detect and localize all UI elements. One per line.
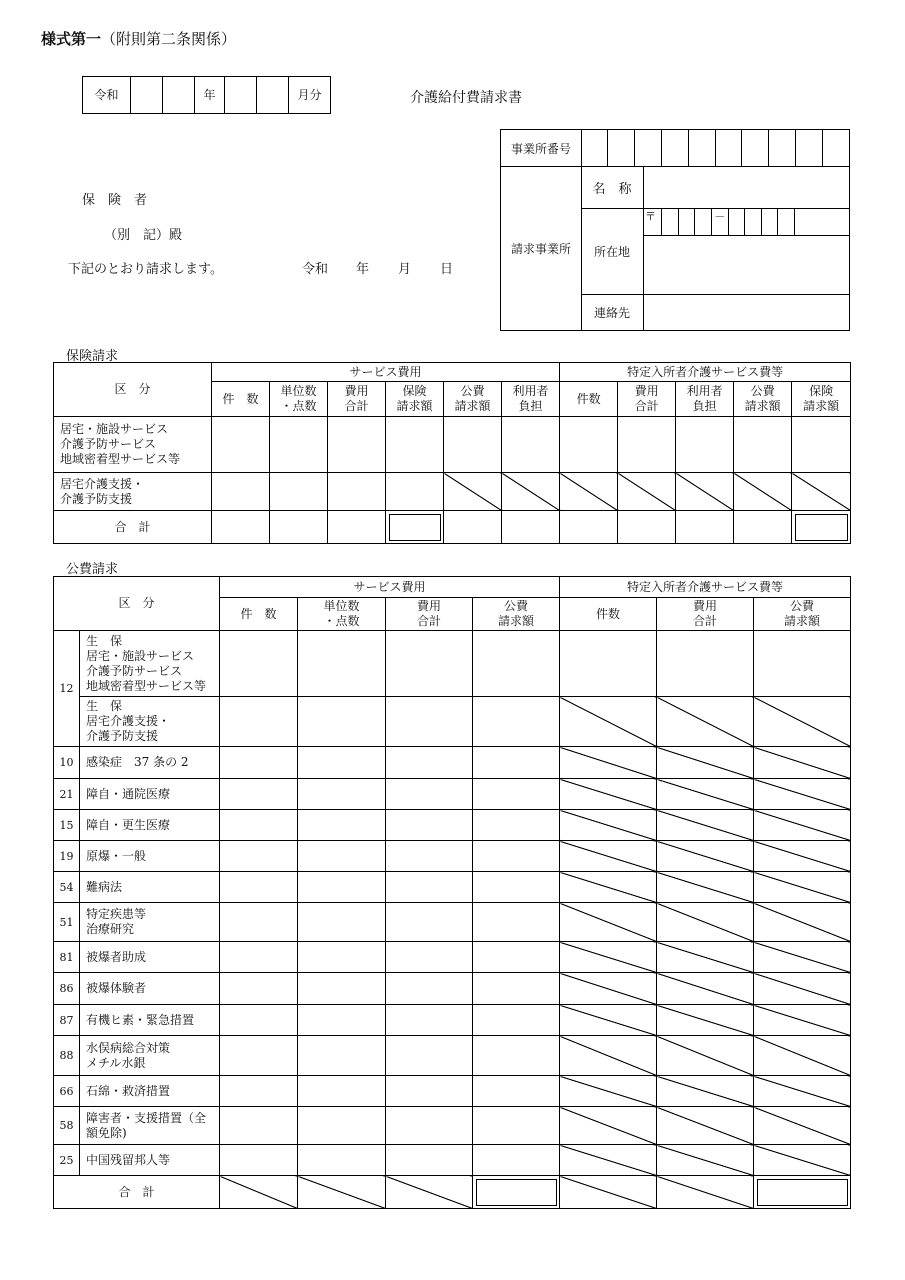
pub-row-code: 54: [54, 872, 80, 903]
ins-row-label: 居宅介護支援・ 介護予防支援: [54, 473, 212, 511]
pub-row-label: 難病法: [80, 872, 220, 903]
pub-col-count: 件 数: [220, 598, 298, 631]
public-section-label: 公費請求: [66, 562, 119, 577]
public-table: [53, 576, 851, 1209]
contact-field[interactable]: [643, 294, 849, 330]
office-name-label: 名 称: [581, 166, 644, 209]
request-line: 下記のとおり請求します。: [68, 262, 223, 277]
pub-col2-cost: 費用 合計: [657, 598, 754, 631]
contact-label: 連絡先: [581, 294, 644, 330]
pub-row-code: 66: [54, 1076, 80, 1107]
request-year: 年: [356, 262, 370, 277]
insurance-table: [53, 362, 851, 544]
year-label: 年: [195, 77, 225, 114]
pub-col-cost: 費用 合計: [386, 598, 473, 631]
ins-col2-count: 件数: [560, 382, 618, 417]
address-label: 所在地: [581, 208, 644, 295]
pub-row-code: 51: [54, 903, 80, 942]
public-service-cost-header: サービス費用: [220, 577, 560, 598]
era-label: 令和: [83, 77, 131, 114]
pub-row-label: 有機ヒ素・緊急措置: [80, 1005, 220, 1036]
pub-row-label: 中国残留邦人等: [80, 1145, 220, 1176]
insurer-label: 保 険 者: [82, 193, 148, 208]
pub-col-pub-claim: 公費 請求額: [473, 598, 560, 631]
pub-row-label: 障自・通院医療: [80, 779, 220, 810]
ins-col-user-burden: 利用者 負担: [502, 382, 560, 417]
public-kubun-header: 区 分: [54, 577, 220, 631]
ins-col2-cost: 費用 合計: [618, 382, 676, 417]
year-digit-2[interactable]: [163, 77, 195, 114]
request-month: 月: [398, 262, 412, 277]
ins-col2-ins-claim: 保険 請求額: [792, 382, 851, 417]
pub-row-label: 生 保 居宅・施設サービス 介護予防サービス 地域密着型サービス等: [80, 631, 220, 697]
pub-row-label: 水俣病総合対策 メチル水銀: [80, 1036, 220, 1076]
pub-row-code: 21: [54, 779, 80, 810]
ins-col2-pub-claim: 公費 請求額: [734, 382, 792, 417]
pub-row-code: 15: [54, 810, 80, 841]
separate-label: （別 記）殿: [104, 228, 183, 243]
office-box: [500, 129, 850, 331]
public-special-header: 特定入所者介護サービス費等: [560, 577, 851, 598]
pub-row-label: 特定疾患等 治療研究: [80, 903, 220, 942]
pub-row-label: 被爆者助成: [80, 942, 220, 973]
office-number-cells[interactable]: [581, 130, 849, 167]
pub-row-code: 25: [54, 1145, 80, 1176]
pub-row-label: 生 保 居宅介護支援・ 介護予防支援: [80, 697, 220, 747]
postal-dash: －: [712, 208, 729, 235]
doc-title: 介護給付費請求書: [410, 90, 522, 106]
postal-mark: 〒: [643, 208, 662, 235]
pub-row-label: 原爆・一般: [80, 841, 220, 872]
pub-row-label: 障害者・支援措置（全 額免除): [80, 1107, 220, 1145]
pub-row-code: 10: [54, 747, 80, 779]
pub-row-code: 58: [54, 1107, 80, 1145]
ins-row-label: 居宅・施設サービス 介護予防サービス 地域密着型サービス等: [54, 417, 212, 473]
insurance-service-cost-header: サービス費用: [212, 363, 560, 382]
pub-col2-pub-claim: 公費 請求額: [754, 598, 851, 631]
office-name-field[interactable]: [643, 166, 849, 209]
pub-row-code: 86: [54, 973, 80, 1005]
ins-col-count: 件 数: [212, 382, 270, 417]
pub-col-units: 単位数 ・点数: [298, 598, 386, 631]
request-day: 日: [440, 262, 454, 277]
pub-row-label: 石綿・救済措置: [80, 1076, 220, 1107]
pub-row-code: 81: [54, 942, 80, 973]
form-heading: 様式第一（附則第二条関係）: [41, 30, 237, 48]
ins-col-pub-claim: 公費 請求額: [444, 382, 502, 417]
postal-code-cells[interactable]: [643, 208, 795, 236]
month-digit-2[interactable]: [257, 77, 289, 114]
request-era: 令和: [302, 262, 329, 277]
pub-total-label: 合 計: [54, 1176, 220, 1209]
address-field[interactable]: [643, 235, 849, 295]
insurance-section-label: 保険請求: [66, 349, 119, 364]
ins-total-label: 合 計: [54, 511, 212, 544]
year-digit-1[interactable]: [131, 77, 163, 114]
date-box: [82, 76, 331, 114]
ins-col2-user-burden: 利用者 負担: [676, 382, 734, 417]
pub-row-label: 障自・更生医療: [80, 810, 220, 841]
pub-col2-count: 件数: [560, 598, 657, 631]
pub-row-code: 19: [54, 841, 80, 872]
pub-row-code: 88: [54, 1036, 80, 1076]
month-label: 月分: [289, 77, 331, 114]
month-digit-1[interactable]: [225, 77, 257, 114]
pub-row-label: 感染症 37 条の 2: [80, 747, 220, 779]
ins-col-cost: 費用 合計: [328, 382, 386, 417]
ins-col-ins-claim: 保険 請求額: [386, 382, 444, 417]
ins-col-units: 単位数 ・点数: [270, 382, 328, 417]
office-number-label: 事業所番号: [501, 130, 582, 167]
pub-row-code: 12: [54, 631, 80, 747]
insurance-kubun-header: 区 分: [54, 363, 212, 417]
insurance-special-header: 特定入所者介護サービス費等: [560, 363, 851, 382]
pub-row-code: 87: [54, 1005, 80, 1036]
request-office-label: 請求事業所: [501, 166, 582, 330]
pub-row-label: 被爆体験者: [80, 973, 220, 1005]
